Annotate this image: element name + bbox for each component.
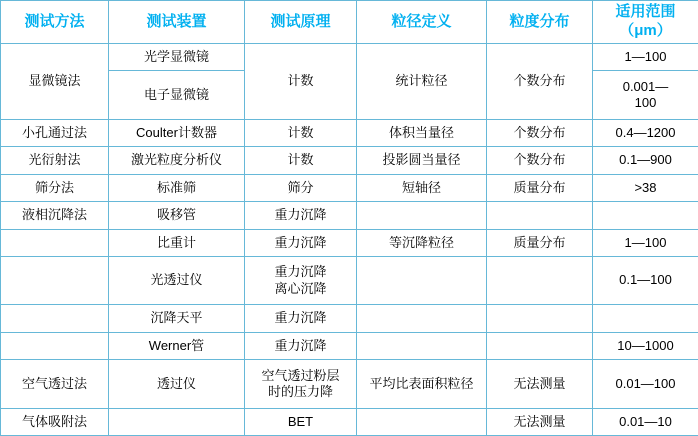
table-row	[1, 305, 698, 332]
table-row	[1, 229, 698, 256]
table-row	[1, 44, 698, 71]
cell-range: 10—1000	[593, 332, 698, 359]
cell-range: 1—100	[593, 229, 698, 256]
cell-distribution: 无法测量	[487, 408, 593, 435]
cell-principle: 重力沉降	[245, 332, 357, 359]
cell-definition	[357, 305, 487, 332]
cell-principle	[245, 256, 357, 304]
cell-device: 光学显微镜	[109, 44, 245, 71]
column-header-principle: 测试原理	[245, 1, 357, 44]
table-row	[1, 408, 698, 435]
cell-definition	[357, 332, 487, 359]
column-header-method: 测试方法	[1, 1, 109, 44]
cell-range: 0.01—100	[593, 360, 698, 408]
table-row	[1, 147, 698, 174]
cell-principle: BET	[245, 408, 357, 435]
table-row	[1, 360, 698, 408]
cell-principle: 计数	[245, 44, 357, 120]
cell-method	[1, 229, 109, 256]
cell-distribution	[487, 202, 593, 229]
cell-distribution: 个数分布	[487, 147, 593, 174]
cell-definition: 投影圆当量径	[357, 147, 487, 174]
cell-range	[593, 202, 698, 229]
cell-range: 0.1—100	[593, 256, 698, 304]
cell-device: 电子显微镜	[109, 71, 245, 119]
cell-principle: 计数	[245, 147, 357, 174]
cell-definition: 体积当量径	[357, 119, 487, 146]
cell-method: 空气透过法	[1, 360, 109, 408]
cell-device: Werner管	[109, 332, 245, 359]
cell-definition	[357, 202, 487, 229]
cell-device: Coulter计数器	[109, 119, 245, 146]
column-header-distribution: 粒度分布	[487, 1, 593, 44]
table-row	[1, 256, 698, 304]
cell-method: 气体吸附法	[1, 408, 109, 435]
table-row	[1, 332, 698, 359]
cell-method	[1, 305, 109, 332]
cell-principle	[245, 360, 357, 408]
cell-principle-line2: 离心沉降	[274, 280, 327, 296]
table-body	[1, 44, 698, 436]
cell-definition: 等沉降粒径	[357, 229, 487, 256]
cell-device: 激光粒度分析仪	[109, 147, 245, 174]
cell-method: 小孔通过法	[1, 119, 109, 146]
cell-range	[593, 305, 698, 332]
cell-distribution: 个数分布	[487, 44, 593, 120]
cell-definition	[357, 256, 487, 304]
cell-definition: 平均比表面积粒径	[357, 360, 487, 408]
cell-definition: 短轴径	[357, 174, 487, 201]
cell-principle: 筛分	[245, 174, 357, 201]
cell-device: 吸移管	[109, 202, 245, 229]
cell-definition: 统计粒径	[357, 44, 487, 120]
column-header-definition: 粒径定义	[357, 1, 487, 44]
table-row	[1, 119, 698, 146]
column-header-range-line1: 适用范围 （μm）	[615, 3, 676, 39]
cell-method	[1, 256, 109, 304]
cell-device: 沉降天平	[109, 305, 245, 332]
cell-principle: 重力沉降	[245, 229, 357, 256]
cell-method: 光衍射法	[1, 147, 109, 174]
table-header	[1, 1, 698, 44]
cell-range: 0.01—10	[593, 408, 698, 435]
cell-device: 透过仪	[109, 360, 245, 408]
cell-method: 液相沉降法	[1, 202, 109, 229]
cell-principle-line1: 重力沉降	[274, 264, 327, 280]
cell-principle: 重力沉降	[245, 202, 357, 229]
cell-range: >38	[593, 174, 698, 201]
cell-method: 筛分法	[1, 174, 109, 201]
cell-distribution: 个数分布	[487, 119, 593, 146]
cell-principle-line2: 时的压力降	[267, 383, 333, 399]
cell-distribution	[487, 256, 593, 304]
cell-method	[1, 332, 109, 359]
cell-distribution: 无法测量	[487, 360, 593, 408]
cell-distribution	[487, 332, 593, 359]
cell-principle-line1: 空气透过粉层	[261, 367, 340, 383]
cell-definition	[357, 408, 487, 435]
cell-method: 显微镜法	[1, 44, 109, 120]
column-header-device: 测试装置	[109, 1, 245, 44]
cell-distribution: 质量分布	[487, 174, 593, 201]
cell-principle: 重力沉降	[245, 305, 357, 332]
cell-device: 光透过仪	[109, 256, 245, 304]
cell-device	[109, 408, 245, 435]
table-row	[1, 202, 698, 229]
cell-range: 0.001— 100	[593, 71, 698, 119]
cell-principle: 计数	[245, 119, 357, 146]
cell-distribution	[487, 305, 593, 332]
header-row	[1, 1, 698, 44]
table-row	[1, 174, 698, 201]
cell-device: 比重计	[109, 229, 245, 256]
cell-range: 0.4—1200	[593, 119, 698, 146]
cell-device: 标准筛	[109, 174, 245, 201]
cell-range: 0.1—900	[593, 147, 698, 174]
column-header-range	[593, 1, 698, 44]
cell-distribution: 质量分布	[487, 229, 593, 256]
cell-range: 1—100	[593, 44, 698, 71]
